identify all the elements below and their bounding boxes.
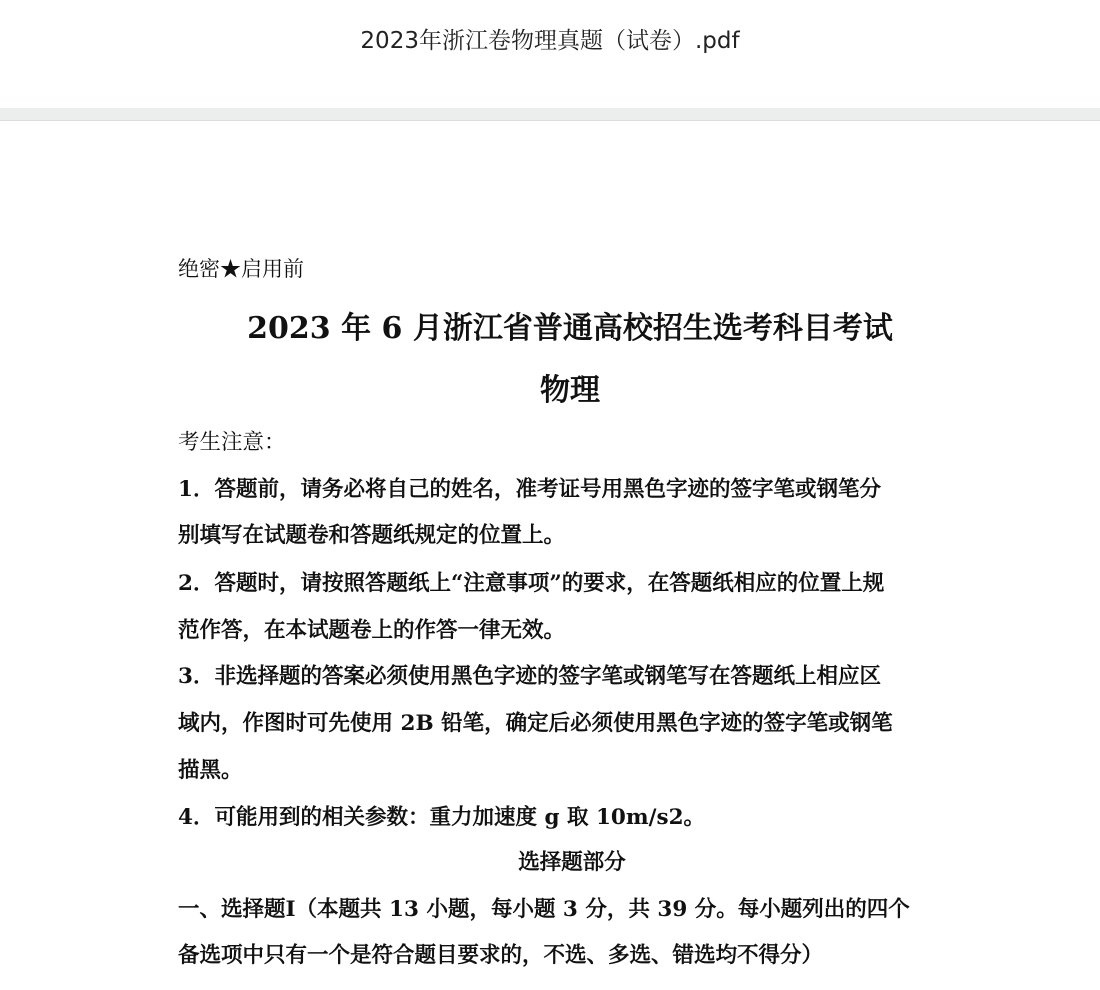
instruction-line: 描黑。 (178, 758, 243, 783)
instruction-line: 4．可能用到的相关参数：重力加速度 g 取 10m/s2。 (178, 805, 706, 830)
part-heading-line: 备选项中只有一个是符合题目要求的，不选、多选、错选均不得分） (178, 943, 824, 968)
instruction-line: 2．答题时，请按照答题纸上“注意事项”的要求，在答题纸相应的位置上规 (178, 571, 885, 596)
section-title: 选择题部分 (518, 850, 626, 875)
instruction-line: 3．非选择题的答案必须使用黑色字迹的签字笔或钢笔写在答题纸上相应区 (178, 664, 881, 689)
part-heading-line: 一、选择题Ⅰ（本题共 13 小题，每小题 3 分，共 39 分。每小题列出的四个 (178, 897, 910, 922)
toolbar-separator (0, 108, 1100, 121)
notice-heading: 考生注意： (178, 430, 286, 455)
instruction-line: 范作答，在本试题卷上的作答一律无效。 (178, 618, 566, 643)
classification-label: 绝密★启用前 (178, 257, 304, 281)
instruction-line: 别填写在试题卷和答题纸规定的位置上。 (178, 523, 566, 548)
instruction-line: 1．答题前，请务必将自己的姓名，准考证号用黑色字迹的签字笔或钢笔分 (178, 477, 881, 502)
title-bar (0, 0, 1100, 108)
pdf-page (0, 121, 1100, 990)
subject-title: 物理 (540, 373, 600, 408)
document-filename: 2023年浙江卷物理真题（试卷）.pdf (360, 28, 740, 54)
instruction-line: 域内，作图时可先使用 2B 铅笔，确定后必须使用黑色字迹的签字笔或钢笔 (178, 711, 893, 736)
exam-title: 2023 年 6 月浙江省普通高校招生选考科目考试 (247, 311, 893, 346)
